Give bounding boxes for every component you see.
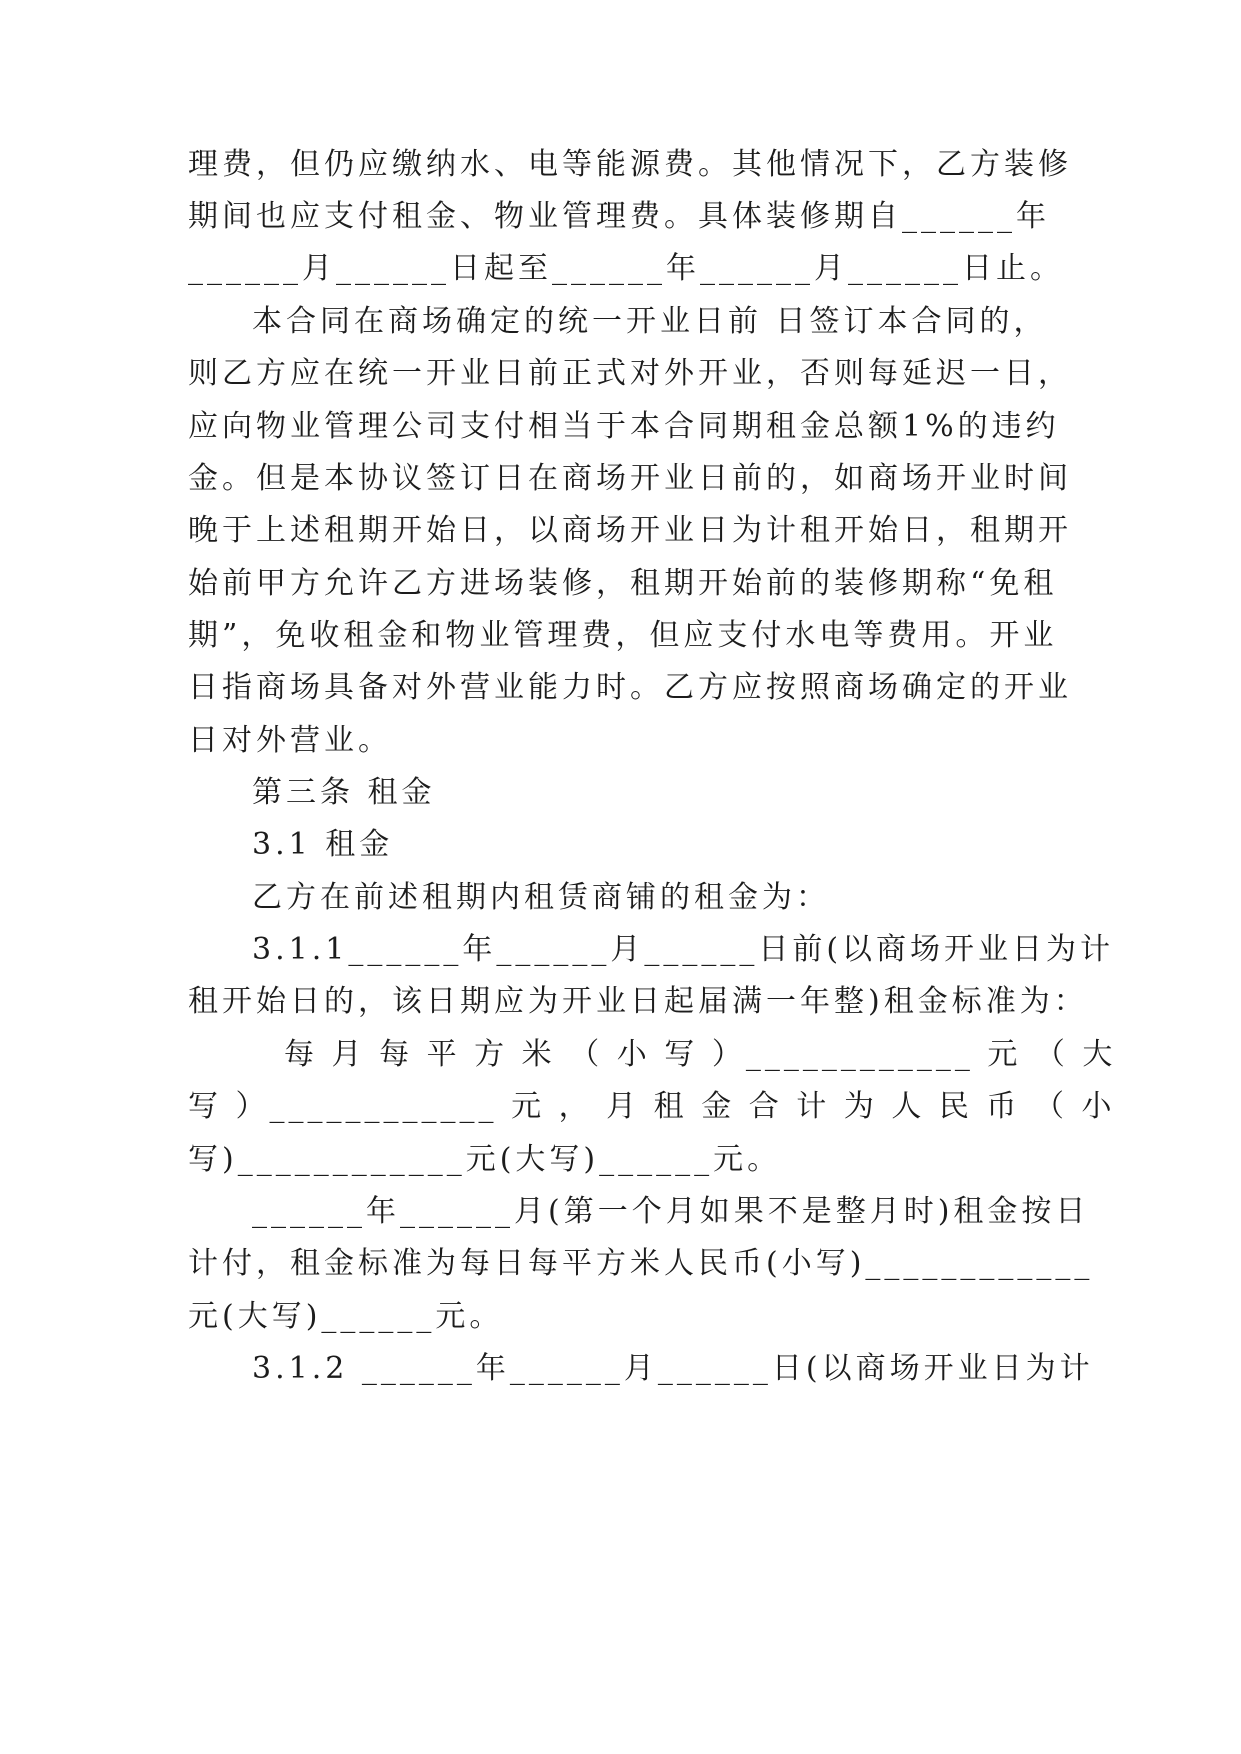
document-page [188,0,1117,1754]
text-line: 写 ）____________ 元 ， 月 租 金 合 计 为 人 民 币 （ 小 [188,1089,1116,1124]
text-line: 晚于上述租期开始日，以商场开业日为计租开始日，租期开 [188,513,1072,548]
text-line: 期”，免收租金和物业管理费，但应支付水电等费用。开业 [188,618,1058,653]
text-line: 应向物业管理公司支付相当于本合同期租金总额1%的违约 [188,409,1060,444]
rent-standard-line: 每 月 每 平 方 米 （ 小 写 ）____________ 元 （ 大 [284,1037,1117,1072]
text-line: 期间也应支付租金、物业管理费。具体装修期自______年 [188,199,1050,234]
paragraph-first-line: 乙方在前述租期内租赁商铺的租金为： [252,880,830,915]
clause-line: 3.1.2 ______年______月______日(以商场开业日为计 [252,1351,1094,1386]
text-line: 日指商场具备对外营业能力时。乙方应按照商场确定的开业 [188,670,1072,705]
article-heading: 第三条 租金 [252,775,436,810]
section-heading: 3.1 租金 [252,827,394,862]
text-line: 始前甲方允许乙方进场装修，租期开始前的装修期称“免租 [188,566,1058,601]
paragraph-first-line: ______年______月(第一个月如果不是整月时)租金按日 [252,1194,1090,1229]
text-line: 写)____________元(大写)______元。 [188,1142,782,1177]
text-line: ______月______日起至______年______月______日止。 [188,251,1064,286]
text-line: 则乙方应在统一开业日前正式对外开业，否则每延迟一日， [188,356,1072,391]
text-line: 租开始日的，该日期应为开业日起届满一年整)租金标准为： [188,984,1088,1019]
text-line: 金。但是本协议签订日在商场开业日前的，如商场开业时间 [188,461,1072,496]
text-line: 计付，租金标准为每日每平方米人民币(小写)____________ [188,1246,1094,1281]
clause-line: 3.1.1______年______月______日前(以商场开业日为计 [252,932,1115,967]
paragraph-first-line: 本合同在商场确定的统一开业日前 日签订本合同的， [252,304,1048,339]
text-line: 元(大写)______元。 [188,1299,504,1334]
text-line: 日对外营业。 [188,723,392,758]
text-line: 理费，但仍应缴纳水、电等能源费。其他情况下，乙方装修 [188,147,1072,182]
